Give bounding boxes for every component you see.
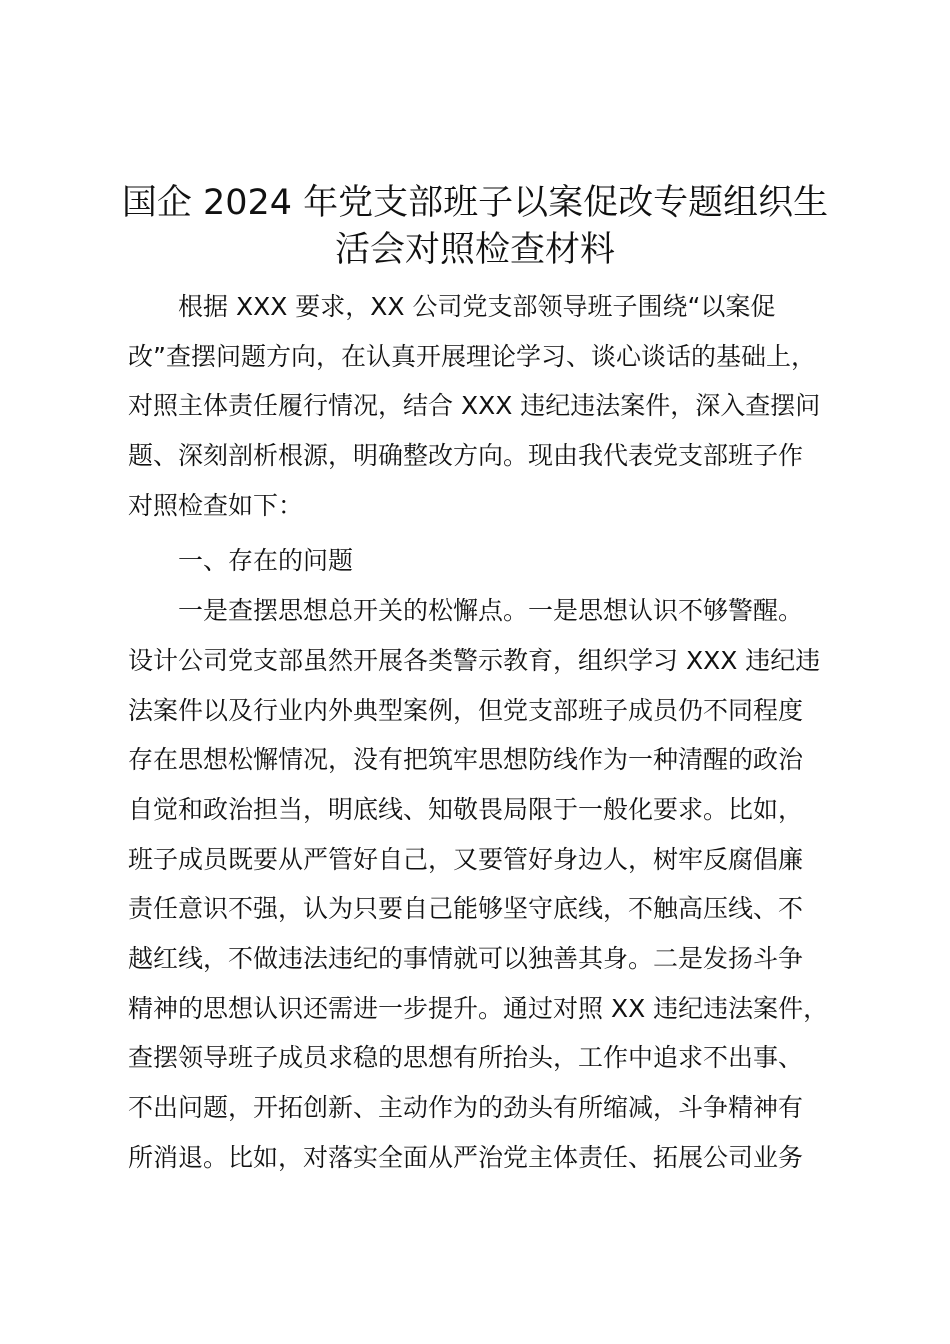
paragraph-line: 设计公司党支部虽然开展各类警示教育，组织学习 XXX 违纪违 [128, 645, 821, 675]
paragraph-line: 自觉和政治担当，明底线、知敬畏局限于一般化要求。比如， [128, 794, 804, 824]
title-line: 活会对照检查材料 [334, 230, 615, 270]
section-heading: 一、存在的问题 [178, 546, 354, 576]
paragraph-line: 越红线，不做违法违纪的事情就可以独善其身。二是发扬斗争 [128, 943, 804, 973]
paragraph-line: 根据 XXX 要求，XX 公司党支部领导班子围绕“以案促 [178, 292, 776, 321]
paragraph-line: 所消退。比如，对落实全面从严治党主体责任、拓展公司业务 [128, 1142, 804, 1172]
paragraph-line: 改”查摆问题方向，在认真开展理论学习、谈心谈话的基础上， [128, 341, 816, 371]
paragraph-line: 对照主体责任履行情况，结合 XXX 违纪违法案件，深入查摆问 [128, 391, 821, 421]
paragraph-line: 对照检查如下： [128, 490, 304, 520]
document-body [128, 282, 863, 1182]
paragraph-line: 存在思想松懈情况，没有把筑牢思想防线作为一种清醒的政治 [128, 745, 804, 775]
title-line: 国企 2024 年党支部班子以案促改专题组织生 [121, 183, 829, 223]
paragraph-line: 一是查摆思想总开关的松懈点。一是思想认识不够警醒。 [178, 596, 804, 626]
paragraph-line: 查摆领导班子成员求稳的思想有所抬头，工作中追求不出事、 [128, 1043, 804, 1073]
paragraph-line: 班子成员既要从严管好自己，又要管好身边人，树牢反腐倡廉 [128, 844, 804, 874]
paragraph-line: 不出问题，开拓创新、主动作为的劲头有所缩减，斗争精神有 [128, 1093, 804, 1122]
paragraph-line: 题、深刻剖析根源，明确整改方向。现由我代表党支部班子作 [128, 441, 804, 471]
paragraph-line: 责任意识不强，认为只要自己能够坚守底线，不触高压线、不 [128, 894, 804, 924]
paragraph-line: 精神的思想认识还需进一步提升。通过对照 XX 违纪违法案件， [128, 993, 829, 1023]
paragraph-line: 法案件以及行业内外典型案例，但党支部班子成员仍不同程度 [128, 695, 804, 725]
document-title [100, 180, 850, 274]
